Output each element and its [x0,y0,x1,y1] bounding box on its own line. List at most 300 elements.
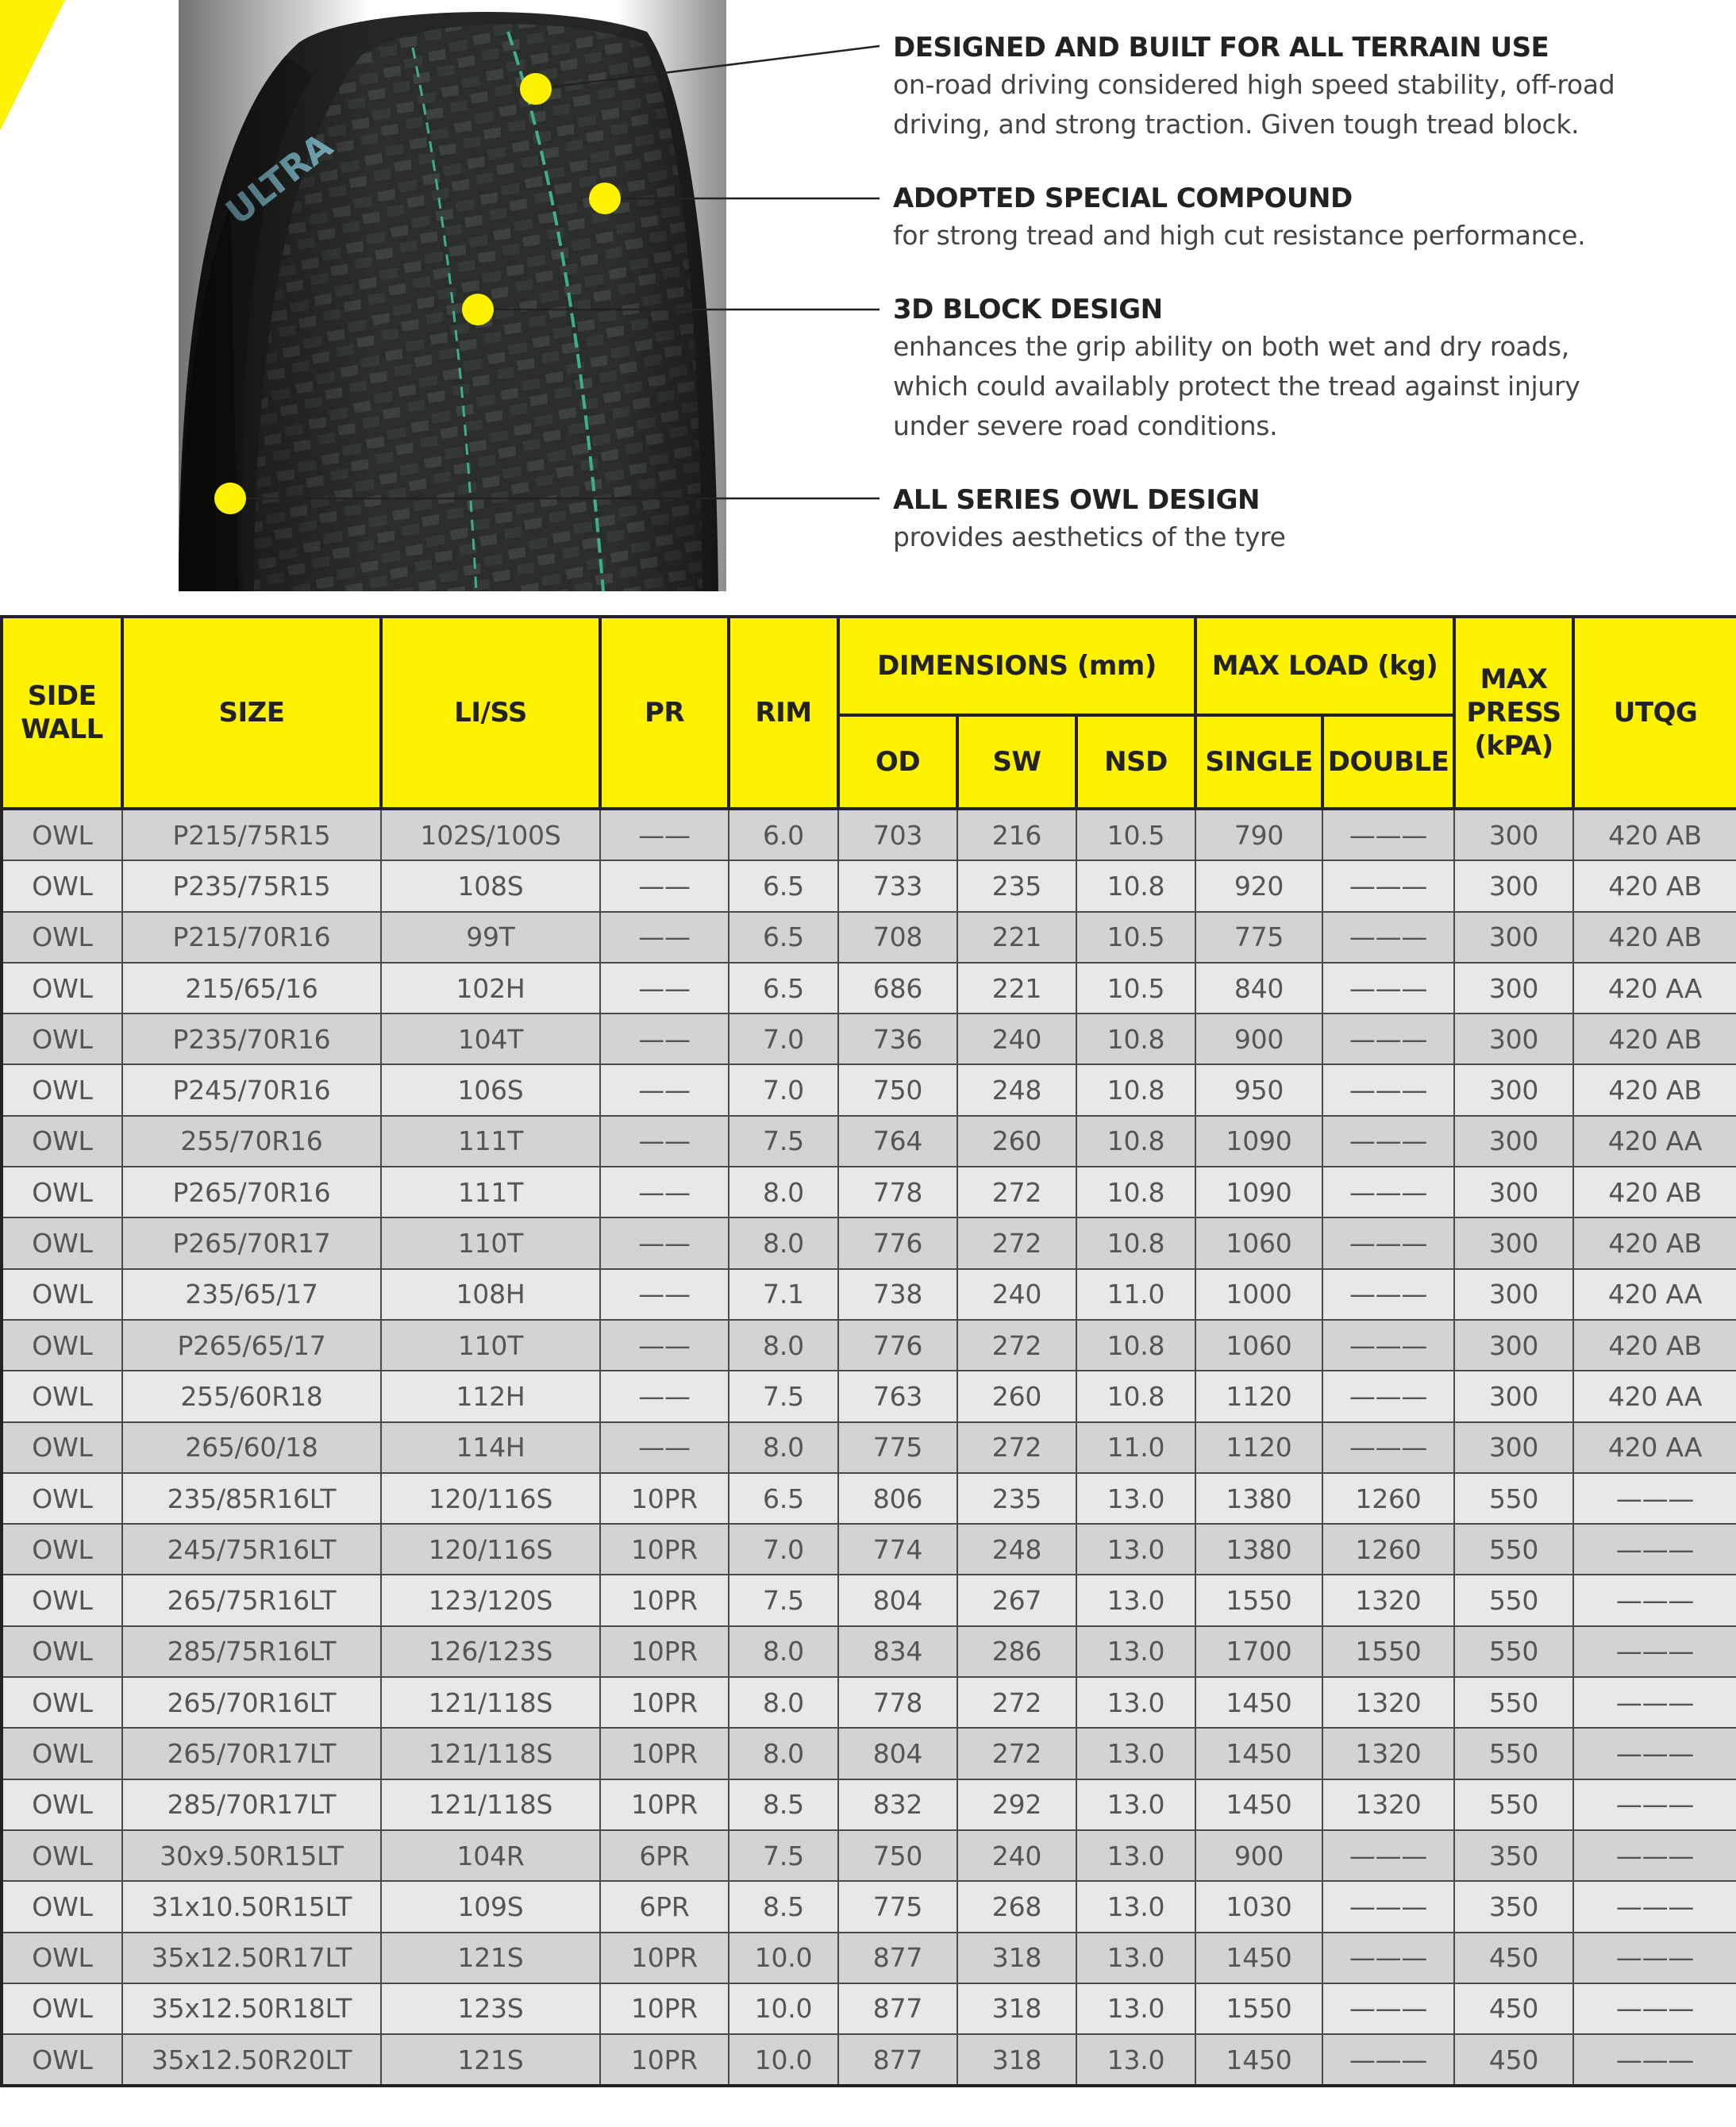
table-body [2,809,1736,2086]
cell-sw: 267 [957,1575,1076,1625]
cell-li-ss: 109S [381,1881,600,1932]
cell-li-ss: 111T [381,1116,600,1167]
cell-li-ss: 120/116S [381,1524,600,1575]
cell-size: P235/70R16 [122,1013,381,1064]
cell-od: 776 [838,1320,957,1371]
cell-max-press: 300 [1454,1013,1573,1064]
cell-single: 1090 [1195,1116,1322,1167]
cell-size: P265/70R17 [122,1217,381,1268]
table-row [2,1269,1736,1320]
header-sw: SW [957,715,1076,809]
cell-utqg: 420 AA [1573,1269,1736,1320]
cell-od: 832 [838,1779,957,1830]
cell-side-wall: OWL [2,963,122,1013]
cell-li-ss: 111T [381,1167,600,1217]
cell-size: P235/75R15 [122,860,381,911]
cell-pr: —— [600,1371,729,1421]
cell-od: 738 [838,1269,957,1320]
table-row [2,860,1736,911]
cell-size: 215/65/16 [122,963,381,1013]
cell-side-wall: OWL [2,1013,122,1064]
cell-max-press: 550 [1454,1473,1573,1524]
cell-od: 763 [838,1371,957,1421]
cell-pr: 10PR [600,1524,729,1575]
cell-sw: 240 [957,1013,1076,1064]
cell-side-wall: OWL [2,1626,122,1677]
callout-dot-1 [520,73,552,105]
cell-pr: 10PR [600,1473,729,1524]
cell-li-ss: 106S [381,1064,600,1115]
cell-single: 1550 [1195,1575,1322,1625]
cell-pr: —— [600,860,729,911]
cell-utqg: 420 AB [1573,809,1736,860]
cell-max-press: 300 [1454,1422,1573,1473]
cell-single: 1060 [1195,1320,1322,1371]
cell-double: ——— [1322,1320,1454,1371]
cell-max-press: 550 [1454,1575,1573,1625]
cell-pr: —— [600,1116,729,1167]
table-row [2,809,1736,860]
cell-single: 775 [1195,912,1322,963]
cell-max-press: 300 [1454,809,1573,860]
feature-owl-design [893,483,1719,557]
cell-utqg: 420 AB [1573,1320,1736,1371]
callout-dot-4 [214,483,246,514]
cell-utqg: 420 AA [1573,963,1736,1013]
feature-3d-block [893,292,1719,446]
feature-desc-line: for strong tread and high cut resistance performance. [893,220,1586,251]
cell-utqg: ——— [1573,1728,1736,1779]
cell-od: 877 [838,2034,957,2086]
cell-size: P265/70R16 [122,1167,381,1217]
cell-nsd: 10.8 [1076,1371,1195,1421]
header-single: SINGLE [1195,715,1322,809]
cell-size: 31x10.50R15LT [122,1881,381,1932]
cell-double: ——— [1322,860,1454,911]
cell-max-press: 550 [1454,1524,1573,1575]
cell-double: 1260 [1322,1524,1454,1575]
cell-li-ss: 123/120S [381,1575,600,1625]
cell-li-ss: 121S [381,1933,600,1983]
cell-pr: 10PR [600,1728,729,1779]
header-size: SIZE [122,617,381,809]
cell-double: ——— [1322,963,1454,1013]
cell-od: 877 [838,1933,957,1983]
cell-rim: 8.0 [729,1320,838,1371]
cell-utqg: ——— [1573,1575,1736,1625]
cell-double: ——— [1322,1116,1454,1167]
cell-side-wall: OWL [2,912,122,963]
cell-utqg: 420 AA [1573,1371,1736,1421]
cell-max-press: 450 [1454,2034,1573,2086]
cell-double: ——— [1322,1013,1454,1064]
cell-nsd: 13.0 [1076,1830,1195,1881]
cell-side-wall: OWL [2,1064,122,1115]
cell-sw: 272 [957,1167,1076,1217]
cell-od: 703 [838,809,957,860]
cell-double: ——— [1322,1167,1454,1217]
cell-sw: 292 [957,1779,1076,1830]
cell-pr: 10PR [600,2034,729,2086]
cell-sw: 221 [957,963,1076,1013]
table-row [2,1983,1736,2034]
feature-title: ALL SERIES OWL DESIGN [893,484,1260,516]
cell-od: 775 [838,1422,957,1473]
cell-li-ss: 102H [381,963,600,1013]
cell-single: 950 [1195,1064,1322,1115]
table-row [2,1320,1736,1371]
cell-pr: —— [600,1167,729,1217]
cell-utqg: ——— [1573,1983,1736,2034]
cell-od: 806 [838,1473,957,1524]
cell-nsd: 10.8 [1076,1217,1195,1268]
cell-nsd: 11.0 [1076,1269,1195,1320]
cell-pr: 6PR [600,1830,729,1881]
cell-size: P215/75R15 [122,809,381,860]
cell-rim: 10.0 [729,2034,838,2086]
cell-max-press: 350 [1454,1830,1573,1881]
cell-li-ss: 121/118S [381,1728,600,1779]
cell-nsd: 10.8 [1076,860,1195,911]
cell-pr: 10PR [600,1983,729,2034]
cell-od: 775 [838,1881,957,1932]
cell-pr: —— [600,963,729,1013]
cell-single: 920 [1195,860,1322,911]
cell-size: 235/85R16LT [122,1473,381,1524]
cell-li-ss: 112H [381,1371,600,1421]
feature-special-compound [893,181,1719,256]
cell-double: ——— [1322,1217,1454,1268]
cell-sw: 272 [957,1422,1076,1473]
cell-li-ss: 108H [381,1269,600,1320]
table-row [2,1933,1736,1983]
cell-utqg: ——— [1573,1626,1736,1677]
cell-od: 686 [838,963,957,1013]
cell-pr: 10PR [600,1677,729,1728]
cell-single: 1000 [1195,1269,1322,1320]
cell-li-ss: 121S [381,2034,600,2086]
cell-single: 840 [1195,963,1322,1013]
cell-li-ss: 120/116S [381,1473,600,1524]
cell-utqg: ——— [1573,1677,1736,1728]
cell-max-press: 550 [1454,1626,1573,1677]
cell-max-press: 550 [1454,1779,1573,1830]
table-row [2,1677,1736,1728]
cell-double: 1320 [1322,1575,1454,1625]
cell-rim: 7.5 [729,1575,838,1625]
table-row [2,1217,1736,1268]
header-li-ss: LI/SS [381,617,600,809]
cell-max-press: 300 [1454,912,1573,963]
cell-utqg: ——— [1573,1524,1736,1575]
cell-li-ss: 110T [381,1320,600,1371]
cell-double: 1550 [1322,1626,1454,1677]
cell-pr: 10PR [600,1626,729,1677]
cell-utqg: ——— [1573,2034,1736,2086]
cell-double: ——— [1322,1933,1454,1983]
cell-size: 245/75R16LT [122,1524,381,1575]
cell-rim: 7.1 [729,1269,838,1320]
cell-rim: 8.0 [729,1167,838,1217]
cell-nsd: 10.8 [1076,1167,1195,1217]
header-rim: RIM [729,617,838,809]
cell-pr: 10PR [600,1575,729,1625]
cell-rim: 6.5 [729,912,838,963]
cell-sw: 286 [957,1626,1076,1677]
cell-side-wall: OWL [2,1167,122,1217]
cell-single: 1450 [1195,1728,1322,1779]
cell-side-wall: OWL [2,1881,122,1932]
cell-nsd: 13.0 [1076,1626,1195,1677]
cell-nsd: 10.8 [1076,1013,1195,1064]
cell-size: 255/70R16 [122,1116,381,1167]
cell-rim: 7.5 [729,1371,838,1421]
cell-side-wall: OWL [2,1677,122,1728]
cell-li-ss: 110T [381,1217,600,1268]
feature-desc-line: on-road driving considered high speed stability, off-road [893,69,1615,100]
cell-sw: 272 [957,1320,1076,1371]
table-row [2,1013,1736,1064]
cell-rim: 6.5 [729,860,838,911]
cell-rim: 7.5 [729,1116,838,1167]
cell-double: ——— [1322,1983,1454,2034]
cell-nsd: 10.5 [1076,912,1195,963]
cell-side-wall: OWL [2,860,122,911]
cell-nsd: 13.0 [1076,1881,1195,1932]
cell-size: 35x12.50R17LT [122,1933,381,1983]
cell-size: 35x12.50R20LT [122,2034,381,2086]
cell-od: 733 [838,860,957,911]
cell-od: 764 [838,1116,957,1167]
callout-dot-2 [589,183,621,214]
cell-double: ——— [1322,2034,1454,2086]
cell-max-press: 300 [1454,1167,1573,1217]
cell-single: 1450 [1195,1677,1322,1728]
header-side-wall [2,617,122,809]
cell-li-ss: 126/123S [381,1626,600,1677]
cell-nsd: 10.5 [1076,963,1195,1013]
cell-pr: —— [600,1269,729,1320]
cell-max-press: 350 [1454,1881,1573,1932]
cell-pr: 6PR [600,1881,729,1932]
cell-utqg: 420 AB [1573,1167,1736,1217]
cell-li-ss: 114H [381,1422,600,1473]
table-row [2,1371,1736,1421]
spec-table-wrapper [0,615,1736,2087]
cell-od: 736 [838,1013,957,1064]
cell-od: 804 [838,1728,957,1779]
cell-li-ss: 123S [381,1983,600,2034]
cell-pr: —— [600,1013,729,1064]
feature-title: ADOPTED SPECIAL COMPOUND [893,183,1353,214]
cell-utqg: 420 AA [1573,1422,1736,1473]
callout-dot-3 [462,294,494,325]
cell-double: ——— [1322,809,1454,860]
cell-nsd: 13.0 [1076,1524,1195,1575]
cell-rim: 8.5 [729,1881,838,1932]
cell-side-wall: OWL [2,2034,122,2086]
cell-od: 877 [838,1983,957,2034]
header-max-press-line1: MAX [1480,663,1548,695]
cell-nsd: 13.0 [1076,1473,1195,1524]
cell-max-press: 450 [1454,1933,1573,1983]
cell-nsd: 13.0 [1076,2034,1195,2086]
cell-double: 1260 [1322,1473,1454,1524]
header-double: DOUBLE [1322,715,1454,809]
cell-max-press: 300 [1454,1320,1573,1371]
cell-max-press: 450 [1454,1983,1573,2034]
cell-utqg: ——— [1573,1473,1736,1524]
cell-rim: 7.0 [729,1524,838,1575]
cell-sw: 248 [957,1064,1076,1115]
cell-pr: —— [600,912,729,963]
cell-rim: 6.5 [729,1473,838,1524]
header-max-press-line3: (kPA) [1474,730,1553,762]
cell-utqg: 420 AB [1573,1013,1736,1064]
corner-accent [0,0,65,131]
cell-nsd: 10.8 [1076,1320,1195,1371]
cell-pr: —— [600,1422,729,1473]
cell-double: 1320 [1322,1779,1454,1830]
cell-side-wall: OWL [2,1422,122,1473]
cell-li-ss: 121/118S [381,1677,600,1728]
cell-size: 265/70R17LT [122,1728,381,1779]
table-row [2,1830,1736,1881]
cell-nsd: 10.8 [1076,1116,1195,1167]
cell-size: 265/60/18 [122,1422,381,1473]
cell-single: 1060 [1195,1217,1322,1268]
cell-max-press: 550 [1454,1728,1573,1779]
cell-side-wall: OWL [2,1116,122,1167]
table-row [2,1116,1736,1167]
cell-rim: 10.0 [729,1983,838,2034]
cell-nsd: 13.0 [1076,1575,1195,1625]
cell-rim: 10.0 [729,1933,838,1983]
cell-sw: 272 [957,1677,1076,1728]
cell-od: 774 [838,1524,957,1575]
cell-single: 1090 [1195,1167,1322,1217]
feature-title: 3D BLOCK DESIGN [893,294,1163,325]
cell-size: 30x9.50R15LT [122,1830,381,1881]
table-row [2,1167,1736,1217]
table-row [2,1422,1736,1473]
cell-side-wall: OWL [2,1575,122,1625]
cell-max-press: 300 [1454,860,1573,911]
cell-single: 1450 [1195,1933,1322,1983]
cell-rim: 8.0 [729,1626,838,1677]
cell-size: 235/65/17 [122,1269,381,1320]
cell-sw: 268 [957,1881,1076,1932]
header-od: OD [838,715,957,809]
cell-side-wall: OWL [2,1524,122,1575]
table-row [2,1524,1736,1575]
cell-double: ——— [1322,1830,1454,1881]
table-row [2,1779,1736,1830]
cell-sw: 260 [957,1116,1076,1167]
table-row [2,963,1736,1013]
cell-rim: 7.5 [729,1830,838,1881]
cell-single: 1120 [1195,1422,1322,1473]
cell-nsd: 11.0 [1076,1422,1195,1473]
cell-rim: 8.0 [729,1422,838,1473]
table-row [2,912,1736,963]
cell-rim: 8.5 [729,1779,838,1830]
cell-size: 265/75R16LT [122,1575,381,1625]
cell-side-wall: OWL [2,1779,122,1830]
cell-li-ss: 108S [381,860,600,911]
cell-sw: 272 [957,1728,1076,1779]
cell-side-wall: OWL [2,1933,122,1983]
header-nsd: NSD [1076,715,1195,809]
cell-double: 1320 [1322,1677,1454,1728]
cell-li-ss: 99T [381,912,600,963]
cell-od: 776 [838,1217,957,1268]
cell-max-press: 300 [1454,1269,1573,1320]
cell-rim: 7.0 [729,1064,838,1115]
cell-li-ss: 121/118S [381,1779,600,1830]
cell-sw: 318 [957,1983,1076,2034]
cell-sw: 235 [957,1473,1076,1524]
cell-rim: 8.0 [729,1217,838,1268]
cell-utqg: ——— [1573,1779,1736,1830]
cell-side-wall: OWL [2,1320,122,1371]
cell-max-press: 300 [1454,1064,1573,1115]
cell-double: ——— [1322,1881,1454,1932]
cell-utqg: ——— [1573,1933,1736,1983]
cell-utqg: 420 AB [1573,1217,1736,1268]
cell-single: 1030 [1195,1881,1322,1932]
cell-size: 285/75R16LT [122,1626,381,1677]
cell-max-press: 300 [1454,963,1573,1013]
header-side-wall-line2: WALL [21,713,103,745]
cell-single: 900 [1195,1830,1322,1881]
cell-pr: —— [600,1320,729,1371]
cell-nsd: 10.8 [1076,1064,1195,1115]
feature-desc-line: provides aesthetics of the tyre [893,521,1286,552]
cell-side-wall: OWL [2,1217,122,1268]
cell-single: 1700 [1195,1626,1322,1677]
cell-sw: 216 [957,809,1076,860]
cell-max-press: 300 [1454,1371,1573,1421]
cell-nsd: 13.0 [1076,1677,1195,1728]
cell-nsd: 13.0 [1076,1933,1195,1983]
cell-single: 1450 [1195,2034,1322,2086]
cell-nsd: 13.0 [1076,1779,1195,1830]
header-max-load: MAX LOAD (kg) [1195,617,1454,715]
cell-li-ss: 102S/100S [381,809,600,860]
feature-desc-line: driving, and strong traction. Given tough tread block. [893,109,1580,140]
cell-li-ss: 104R [381,1830,600,1881]
feature-section [0,0,1736,591]
feature-desc-line: enhances the grip ability on both wet and dry roads, [893,331,1569,362]
cell-utqg: 420 AA [1573,1116,1736,1167]
cell-od: 834 [838,1626,957,1677]
cell-single: 900 [1195,1013,1322,1064]
header-max-press-line2: PRESS [1466,697,1561,729]
table-row [2,1575,1736,1625]
cell-size: 285/70R17LT [122,1779,381,1830]
cell-nsd: 10.5 [1076,809,1195,860]
cell-double: ——— [1322,1422,1454,1473]
cell-single: 1380 [1195,1524,1322,1575]
cell-li-ss: 104T [381,1013,600,1064]
cell-side-wall: OWL [2,1728,122,1779]
feature-desc-line: which could availably protect the tread against injury [893,371,1580,402]
cell-sw: 235 [957,860,1076,911]
header-max-press [1454,617,1573,809]
table-header [2,617,1736,809]
cell-sw: 221 [957,912,1076,963]
